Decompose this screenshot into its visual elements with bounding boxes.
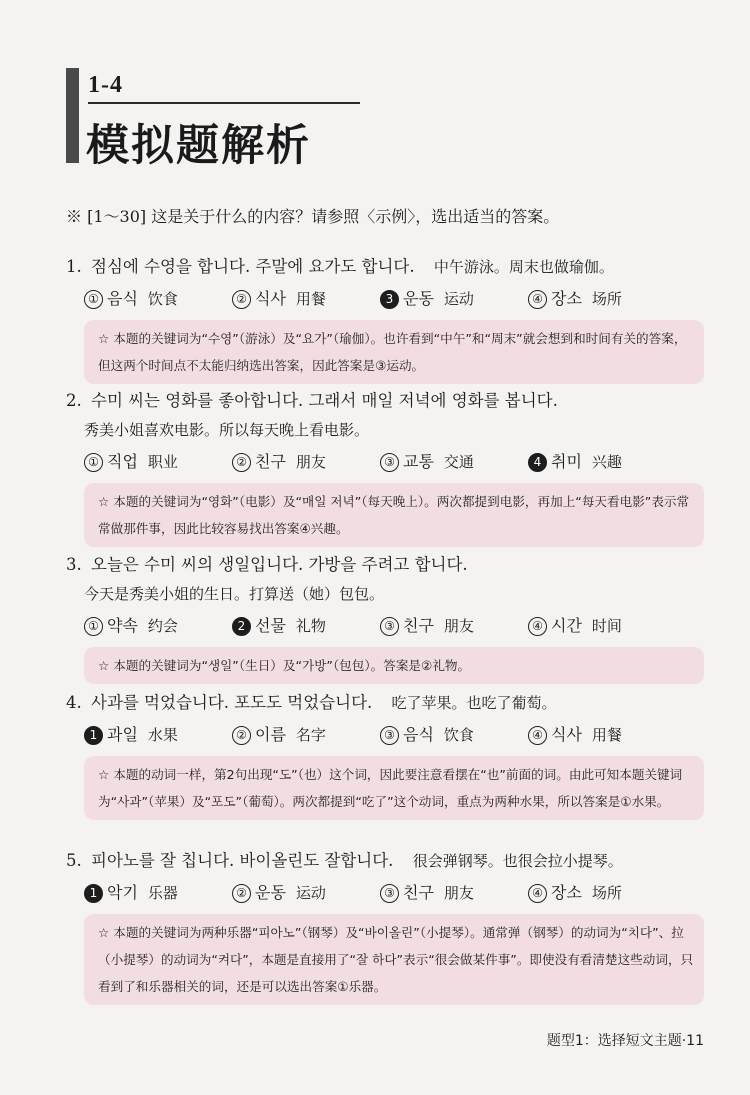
question-korean: 점심에 수영을 합니다. 주말에 요가도 합니다.	[91, 257, 415, 276]
question-chinese: 中午游泳。周末也做瑜伽。	[433, 258, 614, 276]
question-korean: 오늘은 수미 씨의 생일입니다. 가방을 주려고 합니다.	[91, 555, 468, 574]
option-chinese: 用餐	[591, 726, 622, 744]
option-marker: ②	[232, 726, 251, 745]
option-marker: ③	[380, 726, 399, 745]
option-chinese: 乐器	[147, 884, 178, 902]
option-chinese: 名字	[295, 726, 326, 744]
option-marker: ④	[528, 617, 547, 636]
option-korean: 운동	[255, 883, 286, 902]
option-4	[528, 722, 676, 748]
option-marker-selected: 4	[528, 453, 547, 472]
option-chinese: 时间	[591, 617, 622, 635]
option-3-selected	[380, 286, 528, 312]
option-korean: 이름	[255, 725, 286, 744]
option-1-selected	[84, 722, 232, 748]
explanation-note: ☆ 本题的关键词为“생일”（生日）及“가방”（包包）。答案是②礼物。	[84, 647, 704, 684]
option-korean: 친구	[255, 452, 286, 471]
option-korean: 음식	[403, 725, 434, 744]
option-marker-selected: 1	[84, 884, 103, 903]
option-korean: 음식	[107, 289, 138, 308]
question-line	[66, 690, 706, 716]
option-marker: ②	[232, 884, 251, 903]
question-number: 2.	[66, 391, 82, 410]
option-2	[232, 286, 380, 312]
option-2	[232, 880, 380, 906]
option-korean: 직업	[107, 452, 138, 471]
option-chinese: 礼物	[295, 617, 326, 635]
option-chinese: 场所	[591, 290, 622, 308]
option-korean: 과일	[107, 725, 138, 744]
option-marker-selected: 1	[84, 726, 103, 745]
explanation-note: ☆ 本题的关键词为两种乐器“피아노”（钢琴）及“바이올린”（小提琴）。通常弹（钢琴）的动词为“치다”、拉（小提琴）的动词为“켜다”，本题是直接用了“잘 하다”表示“很会做某件事”。即使没有看清楚这些动词，只看到了和乐器相关的词，还是可以选出答案①乐器。	[84, 914, 704, 1005]
option-3	[380, 722, 528, 748]
option-chinese: 饮食	[443, 726, 474, 744]
question-line	[66, 848, 706, 874]
option-korean: 식사	[551, 725, 582, 744]
option-marker: ②	[232, 290, 251, 309]
options	[66, 449, 706, 475]
option-4	[528, 286, 676, 312]
option-chinese: 运动	[295, 884, 326, 902]
option-1	[84, 286, 232, 312]
question-number: 3.	[66, 555, 82, 574]
question-line	[66, 388, 706, 414]
option-korean: 약속	[107, 616, 138, 635]
option-2	[232, 722, 380, 748]
instruction: ※ [1～30] 这是关于什么的内容？请参照〈示例〉，选出适当的答案。	[66, 207, 560, 226]
explanation-note: ☆ 本题的关键词为“수영”（游泳）及“요가”（瑜伽）。也许看到“中午”和“周末”就会想到和时间有关的答案，但这两个时间点不太能归纳选出答案，因此答案是③运动。	[84, 320, 704, 384]
option-chinese: 水果	[147, 726, 178, 744]
option-marker: ①	[84, 617, 103, 636]
question-chinese: 吃了苹果。也吃了葡萄。	[391, 694, 557, 712]
option-chinese: 职业	[147, 453, 178, 471]
question-5	[66, 848, 706, 1005]
option-korean: 취미	[551, 452, 582, 471]
option-chinese: 朋友	[443, 617, 474, 635]
option-korean: 악기	[107, 883, 138, 902]
option-korean: 교통	[403, 452, 434, 471]
option-4	[528, 613, 676, 639]
option-3	[380, 880, 528, 906]
option-korean: 장소	[551, 883, 582, 902]
option-chinese: 交通	[443, 453, 474, 471]
question-number: 4.	[66, 693, 82, 712]
page-footer: 题型1：选择短文主题·11	[546, 1033, 704, 1049]
question-korean: 피아노를 잘 칩니다. 바이올린도 잘합니다.	[91, 851, 394, 870]
question-3	[66, 552, 706, 684]
option-korean: 친구	[403, 883, 434, 902]
question-line	[66, 552, 706, 578]
option-4	[528, 880, 676, 906]
option-korean: 친구	[403, 616, 434, 635]
option-chinese: 运动	[443, 290, 474, 308]
question-chinese: 今天是秀美小姐的生日。打算送（她）包包。	[84, 585, 385, 603]
option-marker-selected: 2	[232, 617, 251, 636]
option-marker: ④	[528, 290, 547, 309]
option-korean: 운동	[403, 289, 434, 308]
section-number: 1-4	[88, 72, 123, 98]
section-title: 模拟题解析	[86, 121, 311, 171]
option-2-selected	[232, 613, 380, 639]
options	[66, 880, 706, 906]
options	[66, 286, 706, 312]
option-4-selected	[528, 449, 676, 475]
option-marker-selected: 3	[380, 290, 399, 309]
option-korean: 장소	[551, 289, 582, 308]
option-chinese: 用餐	[295, 290, 326, 308]
option-marker: ①	[84, 290, 103, 309]
option-chinese: 约会	[147, 617, 178, 635]
question-number: 5.	[66, 851, 82, 870]
question-number: 1.	[66, 257, 82, 276]
option-korean: 시간	[551, 616, 582, 635]
option-korean: 선물	[255, 616, 286, 635]
option-marker: ③	[380, 884, 399, 903]
question-1	[66, 254, 706, 384]
option-chinese: 饮食	[147, 290, 178, 308]
option-chinese: 场所	[591, 884, 622, 902]
option-1-selected	[84, 880, 232, 906]
option-marker: ③	[380, 453, 399, 472]
header-accent-bar	[66, 68, 79, 163]
option-marker: ④	[528, 884, 547, 903]
option-3	[380, 613, 528, 639]
option-1	[84, 613, 232, 639]
explanation-note: ☆ 本题的动词一样，第2句出现“도”（也）这个词，因此要注意看摆在“也”前面的词。由此可知本题关键词为“사과”（苹果）及“포도”（葡萄）。两次都提到“吃了”这个动词，重点为两种水果，所以答案是①水果。	[84, 756, 704, 820]
options	[66, 722, 706, 748]
question-korean: 수미 씨는 영화를 좋아합니다. 그래서 매일 저녁에 영화를 봅니다.	[91, 391, 558, 410]
header-rule	[88, 102, 360, 104]
question-2	[66, 388, 706, 547]
option-chinese: 朋友	[443, 884, 474, 902]
question-4	[66, 690, 706, 820]
question-korean: 사과를 먹었습니다. 포도도 먹었습니다.	[91, 693, 373, 712]
option-3	[380, 449, 528, 475]
option-marker: ③	[380, 617, 399, 636]
question-chinese: 秀美小姐喜欢电影。所以每天晚上看电影。	[84, 421, 370, 439]
explanation-note: ☆ 本题的关键词为“영화”（电影）及“매일 저녁”（每天晚上）。两次都提到电影，再加上“每天看电影”表示常常做那件事，因此比较容易找出答案④兴趣。	[84, 483, 704, 547]
option-korean: 식사	[255, 289, 286, 308]
option-chinese: 朋友	[295, 453, 326, 471]
option-1	[84, 449, 232, 475]
option-marker: ②	[232, 453, 251, 472]
option-chinese: 兴趣	[591, 453, 622, 471]
options	[66, 613, 706, 639]
question-line	[66, 254, 706, 280]
question-chinese: 很会弹钢琴。也很会拉小提琴。	[412, 852, 623, 870]
option-2	[232, 449, 380, 475]
option-marker: ④	[528, 726, 547, 745]
option-marker: ①	[84, 453, 103, 472]
